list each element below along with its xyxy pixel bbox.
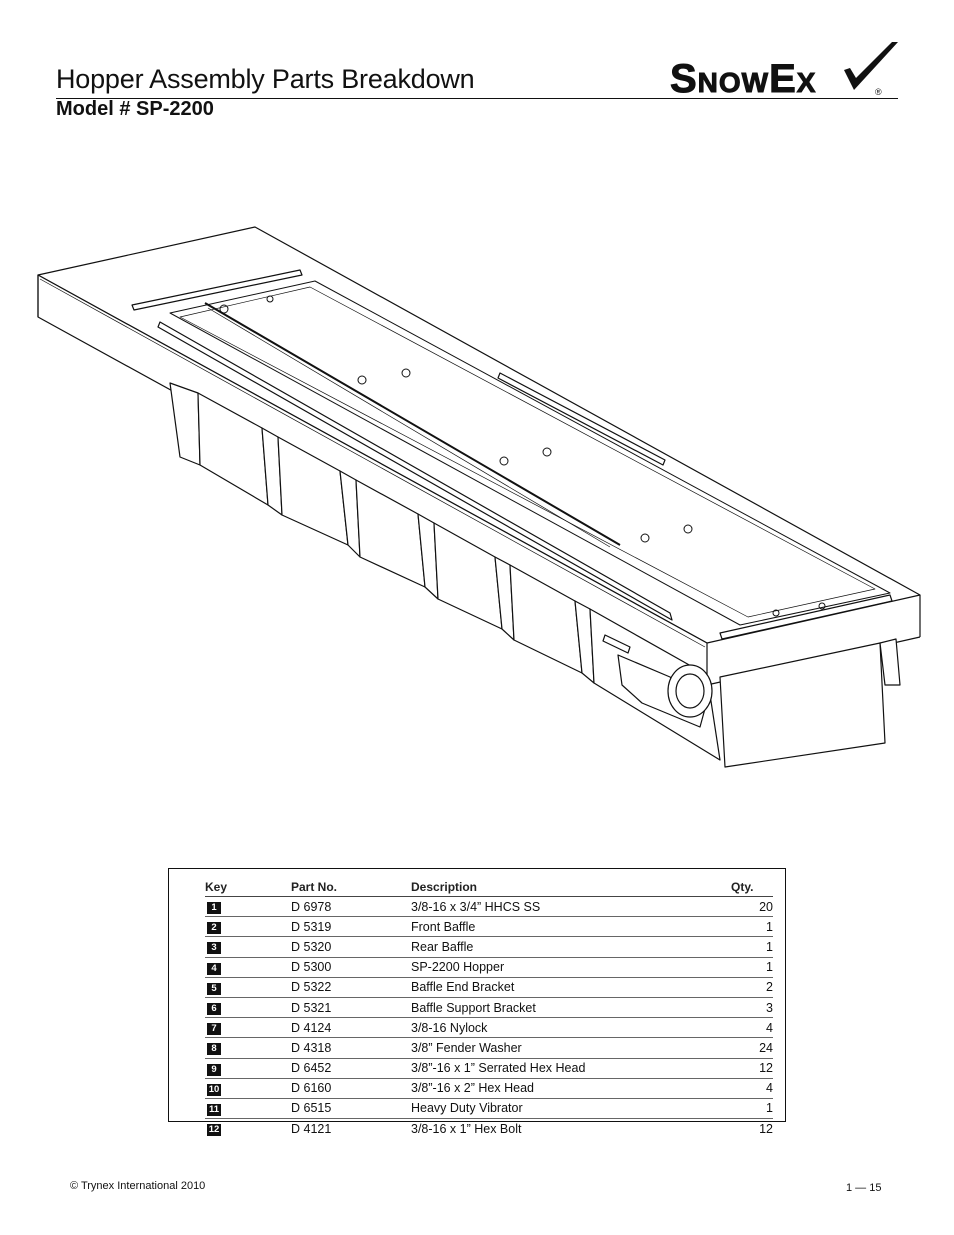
part-number: D 6160 [291, 1078, 411, 1098]
logo-wordmark: SnowEx [670, 57, 817, 98]
col-qty: Qty. [731, 879, 773, 897]
part-qty: 20 [731, 897, 773, 917]
part-description: Front Baffle [411, 917, 731, 937]
table-row [205, 1018, 773, 1038]
table-row [205, 1058, 773, 1078]
table-row [205, 997, 773, 1017]
table-row [205, 957, 773, 977]
part-qty: 3 [731, 997, 773, 1017]
key-badge: 7 [207, 1023, 221, 1035]
part-number: D 5319 [291, 917, 411, 937]
table-row [205, 1038, 773, 1058]
part-qty: 4 [731, 1078, 773, 1098]
part-description: Rear Baffle [411, 937, 731, 957]
key-badge: 9 [207, 1064, 221, 1076]
part-description: 3/8” Fender Washer [411, 1038, 731, 1058]
part-qty: 1 [731, 1098, 773, 1118]
hopper-assembly-drawing [30, 215, 930, 775]
page-number: 1 — 15 [846, 1182, 882, 1194]
key-badge: 2 [207, 922, 221, 934]
key-badge: 8 [207, 1043, 221, 1055]
key-badge: 11 [208, 1103, 220, 1115]
part-number: D 4124 [291, 1018, 411, 1038]
table-row [205, 937, 773, 957]
table-row [205, 1098, 773, 1118]
table-row [205, 897, 773, 917]
key-badge: 4 [207, 963, 221, 975]
copyright-text: © Trynex International 2010 [70, 1180, 206, 1192]
part-number: D 4318 [291, 1038, 411, 1058]
part-description: 3/8-16 x 3/4” HHCS SS [411, 897, 731, 917]
part-number: D 5322 [291, 977, 411, 997]
part-number: D 5321 [291, 997, 411, 1017]
part-number: D 5300 [291, 957, 411, 977]
part-description: Baffle End Bracket [411, 977, 731, 997]
part-number: D 6452 [291, 1058, 411, 1078]
table-row [205, 1078, 773, 1098]
col-description: Description [411, 879, 731, 897]
key-badge: 12 [208, 1124, 220, 1136]
table-row [205, 977, 773, 997]
part-qty: 1 [731, 957, 773, 977]
page-title: Hopper Assembly Parts Breakdown [56, 64, 475, 94]
registered-mark: ® [875, 87, 882, 97]
part-description: 3/8-16 x 1” Hex Bolt [411, 1121, 522, 1136]
part-qty: 1 [731, 937, 773, 957]
table-row [205, 917, 773, 937]
col-part-no: Part No. [291, 879, 411, 897]
snowex-logo [668, 40, 900, 98]
parts-list-box [168, 868, 786, 1136]
part-qty: 12 [731, 1058, 773, 1078]
key-badge: 1 [207, 902, 221, 914]
key-badge: 5 [207, 983, 221, 995]
part-description: 3/8”-16 x 2” Hex Head [411, 1078, 731, 1098]
checkmark-swoosh-icon [844, 42, 898, 90]
part-description: SP-2200 Hopper [411, 957, 731, 977]
part-number: D 6515 [291, 1098, 411, 1118]
parts-table [205, 879, 773, 1138]
model-subtitle: Model # SP-2200 [56, 98, 214, 120]
part-description: 3/8-16 Nylock [411, 1018, 731, 1038]
part-qty: 24 [731, 1038, 773, 1058]
part-qty: 2 [731, 977, 773, 997]
key-badge: 3 [207, 942, 221, 954]
part-qty: 12 [759, 1121, 773, 1136]
part-number: D 4121 [291, 1121, 332, 1136]
table-header-row [205, 879, 773, 897]
part-number: D 5320 [291, 937, 411, 957]
key-badge: 6 [207, 1003, 221, 1015]
table-row [205, 1119, 773, 1139]
part-description: Baffle Support Bracket [411, 997, 731, 1017]
part-number: D 6978 [291, 897, 411, 917]
part-qty: 1 [731, 917, 773, 937]
part-description: 3/8”-16 x 1” Serrated Hex Head [411, 1058, 731, 1078]
part-description: Heavy Duty Vibrator [411, 1098, 731, 1118]
part-qty: 4 [731, 1018, 773, 1038]
col-key: Key [205, 879, 291, 897]
key-badge: 10 [208, 1083, 220, 1095]
